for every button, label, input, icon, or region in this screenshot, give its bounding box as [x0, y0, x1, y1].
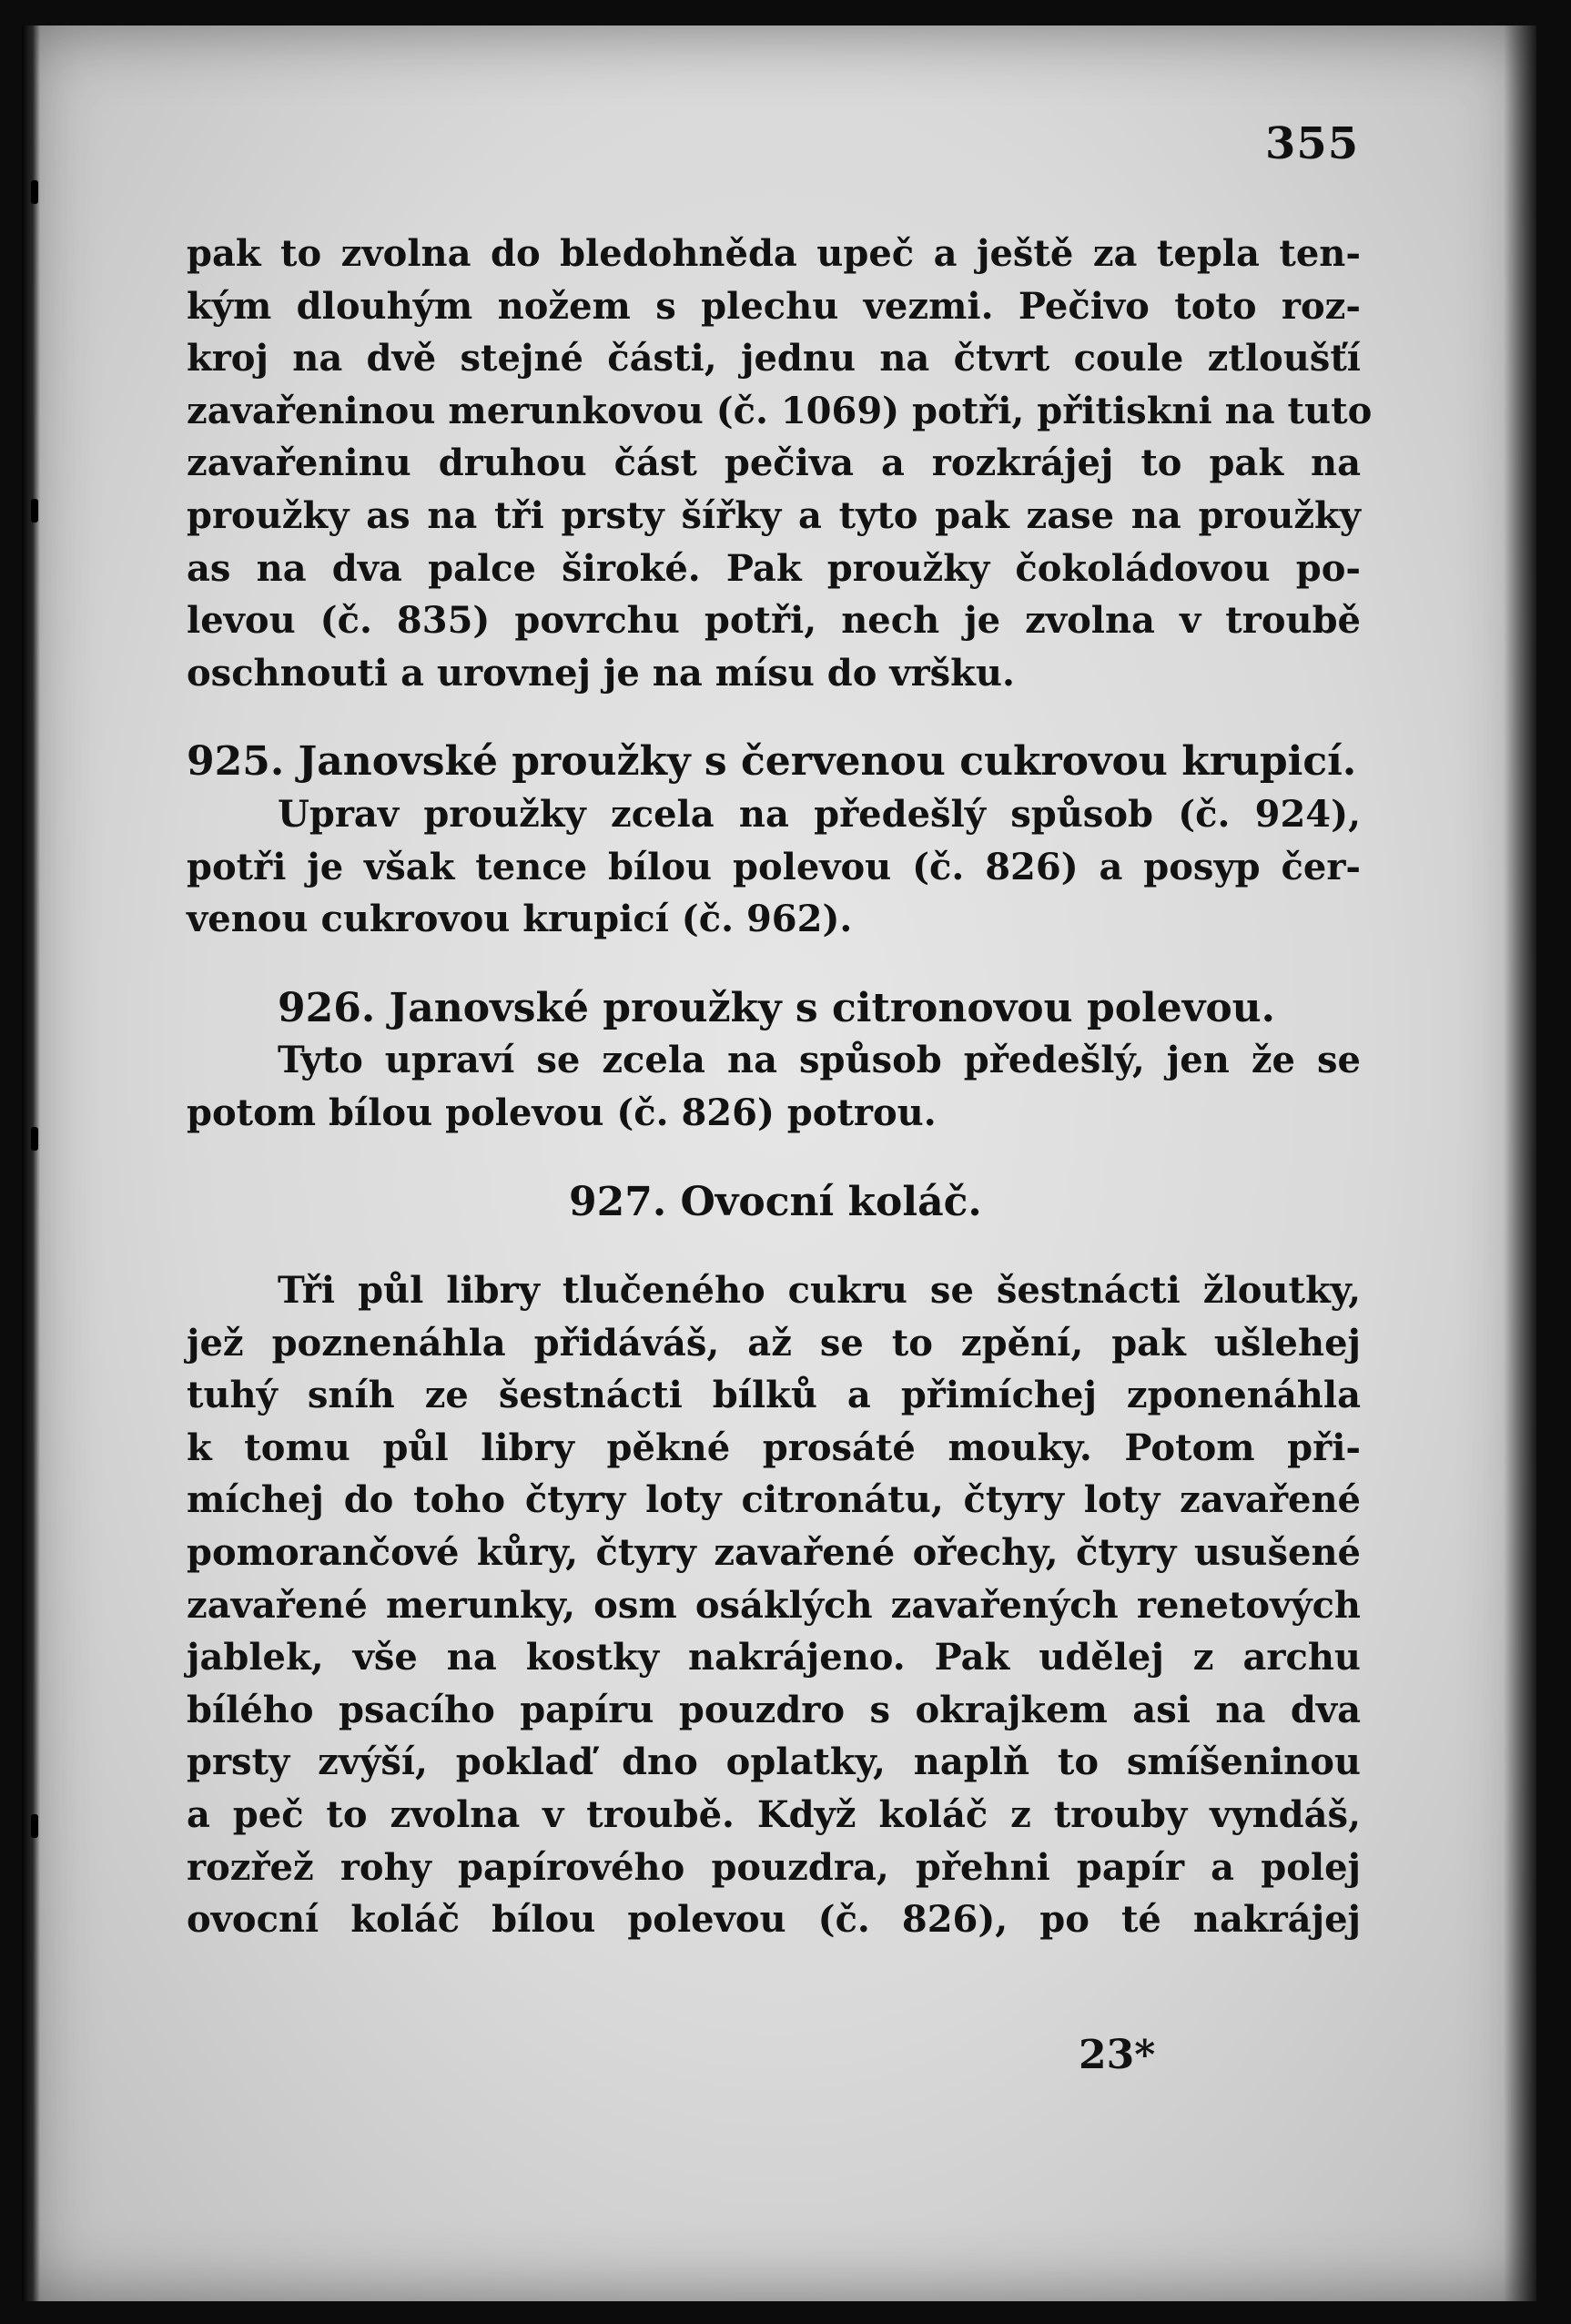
text-line: zavařeninu druhou část pečiva a rozkrájej to pak na: [187, 441, 1361, 485]
text-line: tuhý sníh ze šestnácti bílků a přimíchej zponenáhla: [187, 1374, 1361, 1417]
text-line: míchej do toho čtyry loty citronátu, čtyry loty zavařené: [187, 1478, 1361, 1522]
page-text: [187, 228, 1373, 1946]
recipe-925: [187, 736, 1361, 945]
text-line: venou cukrovou krupicí (č. 962).: [187, 898, 853, 941]
recipe-926: [187, 982, 1361, 1140]
binding-mark: [31, 499, 38, 523]
page-edge-shadow: [1504, 25, 1536, 2301]
intro-paragraph: [187, 228, 1373, 699]
text-line: ovocní koláč bílou polevou (č. 826), po té nakrájej: [187, 1898, 1361, 1942]
recipe-title: 926. Janovské proužky s citronovou polevou.: [278, 984, 1275, 1031]
text-line: levou (č. 835) povrchu potři, nech je zvolna v troubě: [187, 599, 1361, 643]
text-line: kým dlouhým nožem s plechu vezmi. Pečivo toto roz-: [187, 284, 1361, 328]
text-line: zavařeninou merunkovou (č. 1069) potři, přitiskni na tuto: [187, 389, 1373, 432]
text-line: Tyto upraví se zcela na spůsob předešlý, jen že se: [278, 1039, 1361, 1082]
text-line: as na dva palce široké. Pak proužky čokoládovou po-: [187, 546, 1361, 590]
text-line: pak to zvolna do bledohněda upeč a ještě za tepla ten-: [187, 232, 1361, 275]
recipe-title: 925. Janovské proužky s červenou cukrovou krupicí.: [187, 738, 1357, 786]
text-line: proužky as na tři prsty šířky a tyto pak zase na proužky: [187, 493, 1361, 537]
text-line: prsty zvýší, poklaď dno oplatky, naplň to smíšeninou: [187, 1740, 1361, 1784]
text-line: jež poznenáhla přidáváš, až se to zpění, pak ušlehej: [187, 1321, 1361, 1365]
text-line: rozřež rohy papírového pouzdra, přehni papír a polej: [187, 1845, 1361, 1889]
text-line: oschnouti a urovnej je na mísu do vršku.: [187, 651, 1015, 695]
text-line: zavařené merunky, osm osáklých zavařených renetových: [187, 1583, 1361, 1627]
recipe-927: [187, 1176, 1361, 1946]
text-line: potři je však tence bílou polevou (č. 826) a posyp čer-: [187, 845, 1361, 888]
text-line: Uprav proužky zcela na předešlý spůsob (č. 924),: [278, 792, 1361, 836]
binding-shadow: [22, 25, 40, 2301]
recipe-title: 927. Ovocní koláč.: [569, 1178, 982, 1225]
binding-mark: [31, 1127, 38, 1151]
page-number: 355: [1265, 118, 1360, 169]
text-line: bílého psacího papíru pouzdro s okrajkem asi na dva: [187, 1688, 1361, 1731]
text-line: Tři půl libry tlučeného cukru se šestnácti žloutky,: [278, 1269, 1361, 1313]
text-line: a peč to zvolna v troubě. Když koláč z trouby vyndáš,: [187, 1793, 1361, 1837]
text-line: pomorančové kůry, čtyry zavařené ořechy, čtyry usušené: [187, 1531, 1361, 1575]
signature-mark: 23*: [1079, 2032, 1156, 2078]
binding-mark: [31, 1814, 38, 1838]
text-line: potom bílou polevou (č. 826) potrou.: [187, 1091, 937, 1134]
text-line: jablek, vše na kostky nakrájeno. Pak udělej z archu: [187, 1636, 1361, 1680]
text-line: k tomu půl libry pěkné prosáté mouky. Potom při-: [187, 1426, 1361, 1469]
binding-mark: [31, 180, 38, 204]
text-line: kroj na dvě stejné části, jednu na čtvrt coule ztloušťí: [187, 337, 1361, 381]
